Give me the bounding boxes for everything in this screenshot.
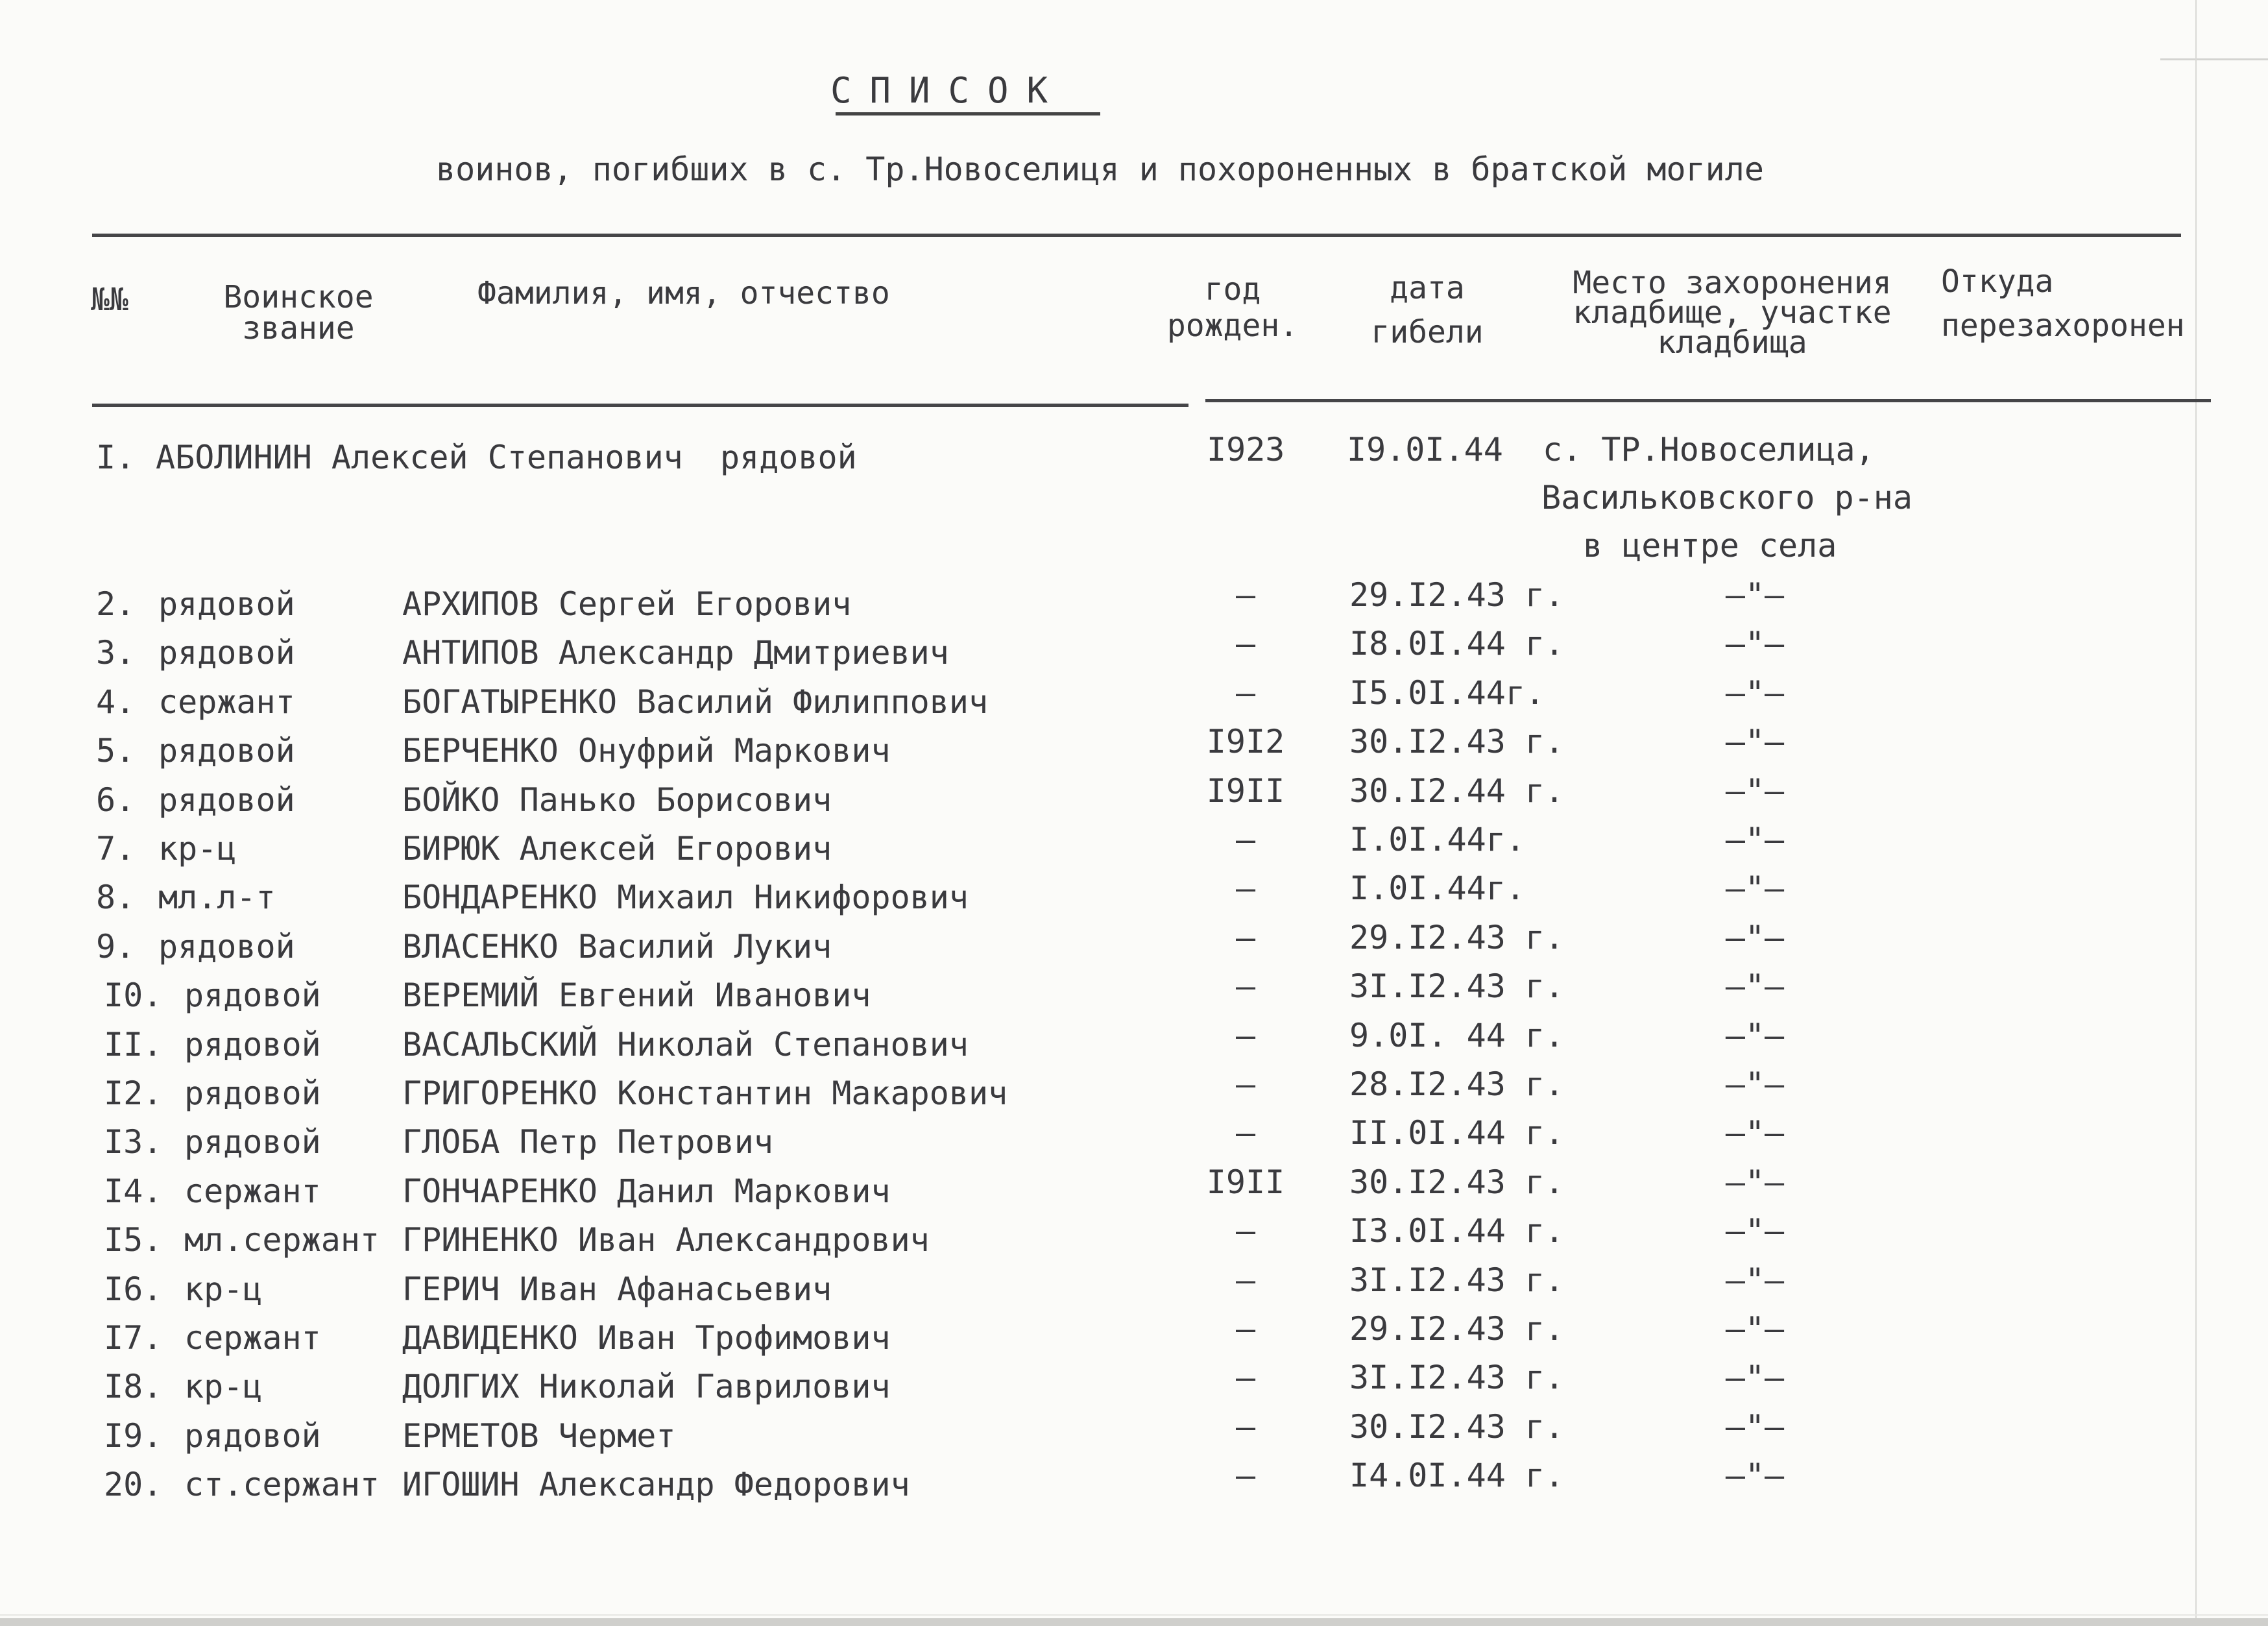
header-from-line1: Откуда [1941, 263, 2054, 300]
title-underline [836, 112, 1100, 115]
header-top-rule [92, 234, 2181, 237]
row-death-date: I.0I.44г. [1349, 869, 1525, 908]
row-rank: рядовой [184, 1416, 321, 1455]
row-full-name: ВАСАЛЬСКИЙ Николай Степанович [402, 1025, 969, 1063]
row-number: 3. [96, 634, 136, 672]
row-burial-place: –"– [1725, 723, 1785, 761]
row-birth-year: – [1235, 869, 1256, 908]
entry-1-place-line1: с. ТР.Новоселица, [1543, 431, 1875, 468]
row-birth-year: – [1235, 1212, 1256, 1250]
row-rank: рядовой [184, 1025, 321, 1063]
header-bottom-rule-left [92, 404, 1188, 407]
row-number: 20. [104, 1466, 163, 1504]
entry-1-birth-year: I923 [1207, 431, 1285, 468]
row-death-date: I8.0I.44 г. [1349, 625, 1565, 663]
list-row [0, 1212, 2268, 1267]
entry-1-place-line2: Васильковского р-на [1541, 479, 1912, 516]
entry-1-rank: рядовой [720, 439, 857, 476]
list-row [0, 576, 2268, 631]
list-row [0, 869, 2268, 924]
list-row [0, 1261, 2268, 1316]
document-subtitle: воинов, погибших в с. Тр.Новоселиця и похороненных в братской могиле [436, 151, 1764, 188]
row-birth-year: – [1235, 918, 1256, 956]
row-death-date: I5.0I.44г. [1349, 673, 1545, 712]
row-death-date: 3I.I2.43 г. [1349, 1359, 1565, 1397]
row-burial-place: –"– [1725, 576, 1785, 614]
row-death-date: I.0I.44г. [1349, 821, 1525, 858]
header-date-line2: гибели [1371, 314, 1484, 350]
list-row [0, 1310, 2268, 1365]
row-full-name: ИГОШИН Александр Федорович [402, 1466, 910, 1504]
list-row [0, 723, 2268, 777]
row-rank: рядовой [158, 585, 295, 623]
row-rank: рядовой [158, 927, 295, 965]
header-bottom-rule-right [1205, 399, 2211, 402]
row-burial-place: –"– [1725, 1261, 1785, 1299]
row-full-name: ВЛАСЕНКО Василий Лукич [402, 927, 832, 965]
row-full-name: БОНДАРЕНКО Михаил Никифорович [402, 879, 969, 917]
row-death-date: 30.I2.43 г. [1349, 1407, 1565, 1446]
paper-edge-highlight [0, 1614, 2268, 1616]
list-row [0, 1407, 2268, 1462]
row-rank: рядовой [184, 1074, 321, 1112]
row-death-date: 29.I2.43 г. [1349, 918, 1565, 956]
row-birth-year: I9II [1206, 771, 1285, 810]
row-full-name: БОГАТЫРЕНКО Василий Филиппович [402, 683, 989, 721]
header-death-date [1336, 270, 1518, 350]
row-birth-year: – [1235, 673, 1256, 712]
row-rank: ст.сержант [184, 1466, 380, 1504]
header-place-line1: Место захоронения [1573, 265, 1892, 301]
row-birth-year: – [1235, 821, 1256, 858]
row-birth-year: – [1235, 1016, 1256, 1054]
row-number: 9. [96, 927, 136, 965]
row-full-name: ДАВИДЕНКО Иван Трофимович [402, 1319, 891, 1357]
header-number: №№ [91, 282, 128, 318]
paper-bottom-edge [0, 1618, 2268, 1626]
row-rank: рядовой [184, 1123, 321, 1161]
document-title: СПИСОК [830, 70, 1067, 111]
header-place-line3: кладбища [1657, 324, 1807, 361]
list-row [0, 1163, 2268, 1218]
entry-1-death-date: I9.0I.44 [1347, 431, 1503, 468]
row-number: II. [104, 1025, 163, 1063]
row-burial-place: –"– [1725, 1016, 1785, 1054]
row-rank: рядовой [158, 732, 295, 770]
row-death-date: 3I.I2.43 г. [1349, 967, 1565, 1006]
row-number: I9. [104, 1416, 163, 1455]
row-birth-year: – [1235, 576, 1256, 614]
row-number: 4. [96, 683, 136, 721]
row-full-name: БИРЮК Алексей Егорович [402, 830, 832, 868]
row-birth-year: – [1235, 1114, 1256, 1152]
header-date-line1: дата [1390, 270, 1465, 306]
row-rank: кр-ц [184, 1368, 263, 1406]
header-from-line2: перезахоронен [1941, 308, 2185, 344]
list-row [0, 1114, 2268, 1169]
header-rank [195, 279, 402, 346]
header-year-line1: год [1204, 271, 1261, 308]
row-rank: рядовой [158, 781, 295, 819]
row-rank: мл.л-т [158, 879, 276, 917]
row-death-date: 3I.I2.43 г. [1349, 1261, 1565, 1299]
row-burial-place: –"– [1725, 1359, 1785, 1397]
list-row [0, 625, 2268, 679]
row-birth-year: I9II [1206, 1163, 1285, 1201]
row-burial-place: –"– [1725, 967, 1785, 1006]
row-birth-year: – [1235, 1310, 1256, 1348]
row-birth-year: – [1235, 1457, 1256, 1495]
row-full-name: АНТИПОВ Александр Дмитриевич [402, 634, 949, 672]
row-burial-place: –"– [1725, 821, 1785, 858]
row-birth-year: I9I2 [1206, 723, 1285, 761]
header-rank-line1: Воинское [223, 279, 374, 315]
row-burial-place: –"– [1725, 1407, 1785, 1446]
header-rank-line2: звание [242, 310, 355, 346]
row-number: 5. [96, 732, 136, 770]
row-number: I8. [104, 1368, 163, 1406]
row-burial-place: –"– [1725, 673, 1785, 712]
row-burial-place: –"– [1725, 869, 1785, 908]
row-burial-place: –"– [1725, 771, 1785, 810]
row-rank: рядовой [184, 977, 321, 1015]
row-birth-year: – [1235, 1407, 1256, 1446]
row-rank: кр-ц [184, 1270, 263, 1308]
entry-1-number: I. [96, 439, 136, 476]
row-rank: сержант [184, 1319, 321, 1357]
row-full-name: ВЕРЕМИЙ Евгений Иванович [402, 977, 871, 1015]
row-full-name: ГРИГОРЕНКО Константин Макарович [402, 1074, 1008, 1112]
row-birth-year: – [1235, 625, 1256, 663]
header-place-line2: кладбище, участке [1573, 295, 1892, 331]
row-burial-place: –"– [1725, 1065, 1785, 1103]
row-full-name: ДОЛГИХ Николай Гаврилович [402, 1368, 891, 1406]
row-number: 6. [96, 781, 136, 819]
row-burial-place: –"– [1725, 1457, 1785, 1495]
list-row [0, 1359, 2268, 1413]
list-row [0, 1016, 2268, 1071]
row-full-name: ГРИНЕНКО Иван Александрович [402, 1221, 930, 1259]
row-number: I2. [104, 1074, 163, 1112]
row-rank: рядовой [158, 634, 295, 672]
row-death-date: 29.I2.43 г. [1349, 1310, 1565, 1348]
row-death-date: 9.0I. 44 г. [1349, 1016, 1565, 1054]
row-death-date: 28.I2.43 г. [1349, 1065, 1565, 1103]
row-number: I0. [104, 977, 163, 1015]
header-full-name: Фамилия, имя, отчество [477, 275, 890, 311]
row-death-date: 30.I2.43 г. [1349, 1163, 1565, 1201]
row-death-date: 30.I2.44 г. [1349, 771, 1565, 810]
entry-1-place-line3: в центре села [1583, 527, 1837, 564]
row-number: 2. [96, 585, 136, 623]
header-birth-year [1142, 271, 1323, 344]
row-death-date: I3.0I.44 г. [1349, 1212, 1565, 1250]
row-death-date: I4.0I.44 г. [1349, 1457, 1565, 1495]
entry-1-name: АБОЛИНИН Алексей Степанович [156, 439, 683, 476]
header-burial-place [1550, 265, 1914, 361]
list-row [0, 967, 2268, 1022]
paper-fold-mark [2160, 58, 2268, 60]
list-row [0, 1457, 2268, 1511]
list-row [0, 771, 2268, 827]
list-row [0, 1065, 2268, 1120]
row-full-name: БЕРЧЕНКО Онуфрий Маркович [402, 732, 891, 770]
row-number: I7. [104, 1319, 163, 1357]
row-full-name: АРХИПОВ Сергей Егорович [402, 585, 852, 623]
list-row [0, 918, 2268, 973]
row-number: I3. [104, 1123, 163, 1161]
row-full-name: ГОНЧАРЕНКО Данил Маркович [402, 1172, 891, 1210]
row-burial-place: –"– [1725, 1163, 1785, 1201]
row-burial-place: –"– [1725, 918, 1785, 956]
row-death-date: II.0I.44 г. [1349, 1114, 1565, 1152]
row-birth-year: – [1235, 967, 1256, 1006]
row-full-name: ГЛОБА Петр Петрович [402, 1123, 773, 1161]
row-birth-year: – [1235, 1359, 1256, 1397]
row-birth-year: – [1235, 1065, 1256, 1103]
row-rank: кр-ц [158, 830, 237, 868]
row-number: 7. [96, 830, 136, 868]
header-year-line2: рожден. [1166, 308, 1299, 344]
row-number: I4. [104, 1172, 163, 1210]
row-rank: сержант [184, 1172, 321, 1210]
row-number: I5. [104, 1221, 163, 1259]
row-burial-place: –"– [1725, 1212, 1785, 1250]
row-full-name: ЕРМЕТОВ Чермет [402, 1416, 676, 1455]
row-birth-year: – [1235, 1261, 1256, 1299]
row-full-name: БОЙКО Панько Борисович [402, 781, 832, 819]
row-rank: мл.сержант [184, 1221, 380, 1259]
header-reburied-from [1941, 263, 2185, 344]
row-rank: сержант [158, 683, 295, 721]
row-burial-place: –"– [1725, 1114, 1785, 1152]
row-death-date: 30.I2.43 г. [1349, 723, 1565, 761]
row-full-name: ГЕРИЧ Иван Афанасьевич [402, 1270, 832, 1308]
row-burial-place: –"– [1725, 625, 1785, 663]
list-row [0, 673, 2268, 729]
row-number: I6. [104, 1270, 163, 1308]
row-burial-place: –"– [1725, 1310, 1785, 1348]
row-death-date: 29.I2.43 г. [1349, 576, 1565, 614]
list-row [0, 821, 2268, 875]
row-number: 8. [96, 879, 136, 917]
